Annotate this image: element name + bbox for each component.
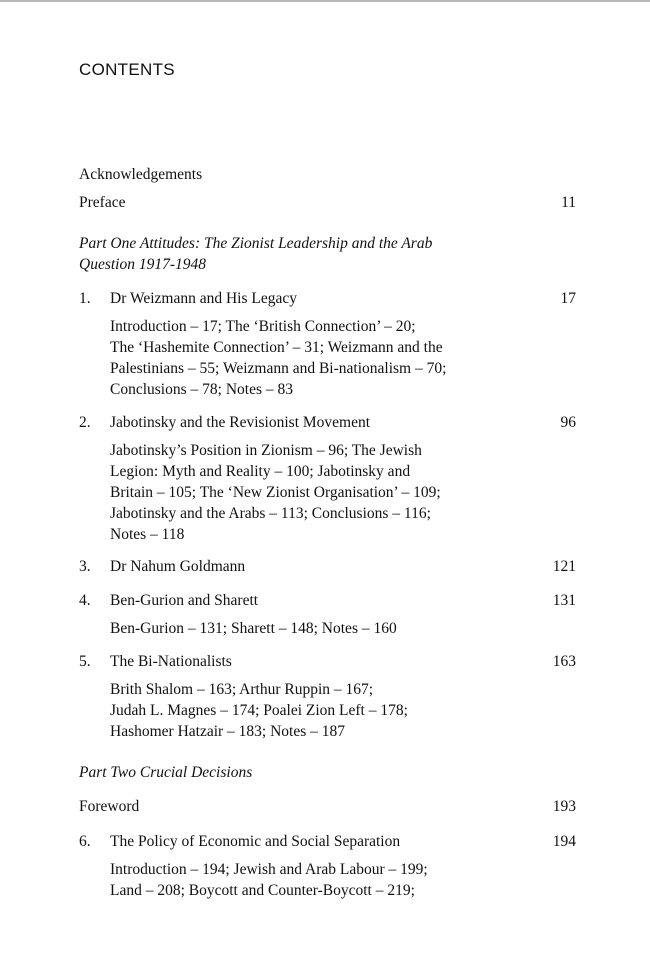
chapter-5-subsections — [110, 679, 408, 742]
chapter-2-subsection-line: Legion: Myth and Reality – 100; Jabotinsky and — [110, 463, 411, 480]
chapter-3-page: 121 — [552, 558, 576, 575]
chapter-5-number: 5. — [79, 653, 91, 670]
toc-page-preface: 11 — [561, 194, 576, 211]
chapter-5-page: 163 — [552, 653, 576, 670]
chapter-1-subsection-line: Introduction – 17; The ‘British Connection’ – 20; — [110, 318, 416, 335]
toc-entry-foreword: Foreword — [79, 798, 140, 815]
chapter-2-page: 96 — [560, 414, 576, 431]
chapter-6-subsection-line: Land – 208; Boycott and Counter-Boycott – 219; — [110, 882, 415, 899]
chapter-4-number: 4. — [79, 592, 91, 609]
top-rule — [0, 0, 650, 2]
chapter-6-number: 6. — [79, 833, 91, 850]
part-one-title-line-1: Part One Attitudes: The Zionist Leadership and the Arab — [79, 235, 433, 252]
toc-page-foreword: 193 — [552, 798, 576, 815]
chapter-2-subsection-line: Jabotinsky and the Arabs – 113; Conclusions – 116; — [110, 505, 431, 522]
chapter-1-subsection-line: The ‘Hashemite Connection’ – 31; Weizmann and the — [110, 339, 443, 356]
chapter-5-subsection-line: Judah L. Magnes – 174; Poalei Zion Left – 178; — [110, 702, 408, 719]
chapter-1-number: 1. — [79, 290, 91, 307]
toc-entry-acknowledgements: Acknowledgements — [79, 166, 203, 183]
chapter-4-page: 131 — [552, 592, 576, 609]
chapter-1-subsection-line: Conclusions – 78; Notes – 83 — [110, 381, 293, 398]
chapter-4-subsections — [110, 618, 397, 639]
chapter-5-subsection-line: Brith Shalom – 163; Arthur Ruppin – 167; — [110, 681, 374, 698]
chapter-6-subsection-line: Introduction – 194; Jewish and Arab Labour – 199; — [110, 861, 428, 878]
chapter-1-subsections — [110, 316, 446, 400]
chapter-2-subsection-line: Jabotinsky’s Position in Zionism – 96; The Jewish — [110, 442, 422, 459]
chapter-5-title: The Bi-Nationalists — [110, 653, 232, 670]
chapter-2-subsections — [110, 440, 441, 545]
chapter-4-title: Ben-Gurion and Sharett — [110, 592, 259, 609]
contents-heading: CONTENTS — [79, 60, 175, 79]
chapter-2-subsection-line: Notes – 118 — [110, 526, 185, 543]
chapter-1-title: Dr Weizmann and His Legacy — [110, 290, 297, 307]
chapter-4-subsection-line: Ben-Gurion – 131; Sharett – 148; Notes – 160 — [110, 620, 397, 637]
chapter-5-subsection-line: Hashomer Hatzair – 183; Notes – 187 — [110, 723, 346, 740]
chapter-1-page: 17 — [560, 290, 576, 307]
toc-entry-preface: Preface — [79, 194, 126, 211]
chapter-3-number: 3. — [79, 558, 91, 575]
chapter-2-subsection-line: Britain – 105; The ‘New Zionist Organisation’ – 109; — [110, 484, 441, 501]
part-two-title: Part Two Crucial Decisions — [79, 764, 253, 781]
chapter-6-page: 194 — [552, 833, 576, 850]
chapter-2-number: 2. — [79, 414, 91, 431]
chapter-2-title: Jabotinsky and the Revisionist Movement — [110, 414, 371, 431]
part-one-title-line-2: Question 1917-1948 — [79, 256, 207, 273]
chapter-6-subsections — [110, 859, 428, 901]
chapter-6-title: The Policy of Economic and Social Separation — [110, 833, 401, 850]
chapter-3-title: Dr Nahum Goldmann — [110, 558, 246, 575]
chapter-1-subsection-line: Palestinians – 55; Weizmann and Bi-nationalism – 70; — [110, 360, 447, 377]
